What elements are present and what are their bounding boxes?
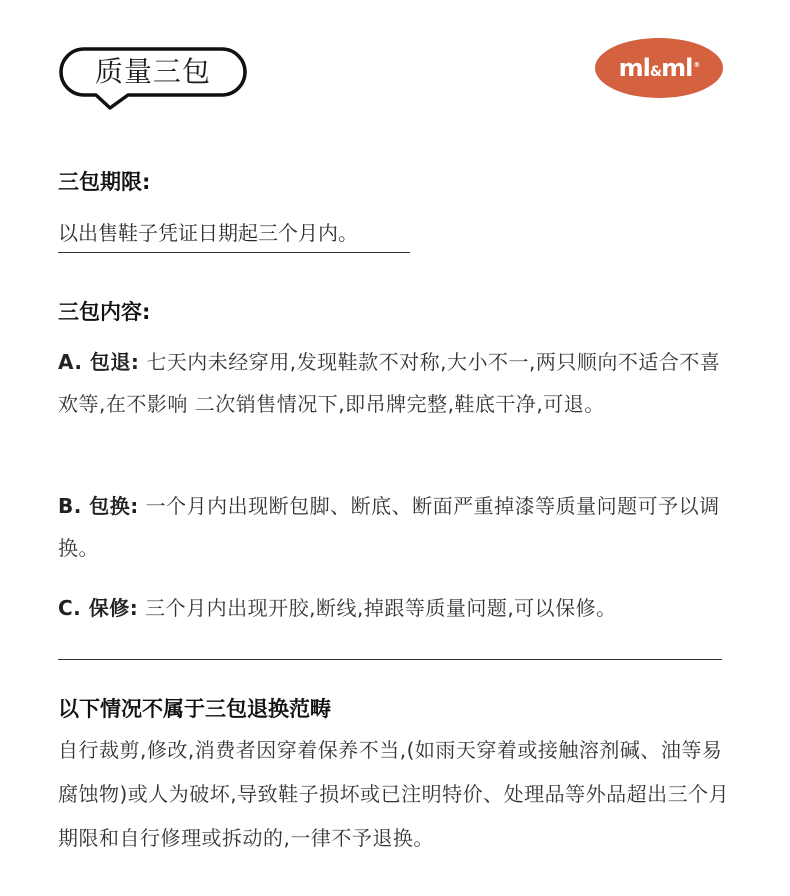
title-bubble — [58, 46, 248, 98]
item-repair — [58, 587, 738, 629]
item-return — [58, 341, 738, 425]
divider — [58, 659, 722, 660]
item-return-label: A. 包退: — [58, 350, 140, 374]
content-heading: 三包内容: — [58, 300, 151, 324]
period-heading: 三包期限: — [58, 170, 151, 194]
period-text: 以出售鞋子凭证日期起三个月内。 — [58, 217, 410, 253]
brand-logo — [595, 38, 723, 98]
page-title: 质量三包 — [94, 55, 211, 88]
item-exchange-label: B. 包换: — [58, 494, 139, 518]
item-repair-label: C. 保修: — [58, 596, 139, 620]
item-exchange — [58, 485, 738, 569]
item-repair-text: 三个月内出现开胶,断线,掉跟等质量问题,可以保修。 — [138, 596, 617, 620]
exclusions-heading: 以下情况不属于三包退换范畴 — [58, 697, 331, 721]
exclusions-text: 自行裁剪,修改,消费者因穿着保养不当,(如雨天穿着或接触溶剂碱、油等易腐蚀物)或人为破坏,导致鞋子损坏或已注明特价、处理品等外品超出三个月期限和自行修理或拆动的,一律不予退换。 — [58, 738, 730, 850]
item-exchange-text: 一个月内出现断包脚、断底、断面严重掉漆等质量问题可予以调换。 — [58, 494, 720, 560]
item-return-text: 七天内未经穿用,发现鞋款不对称,大小不一,两只顺向不适合不喜欢等,在不影响 二次销售情况下,即吊牌完整,鞋底干净,可退。 — [58, 350, 721, 416]
logo-text: ml&ml® — [618, 54, 700, 82]
